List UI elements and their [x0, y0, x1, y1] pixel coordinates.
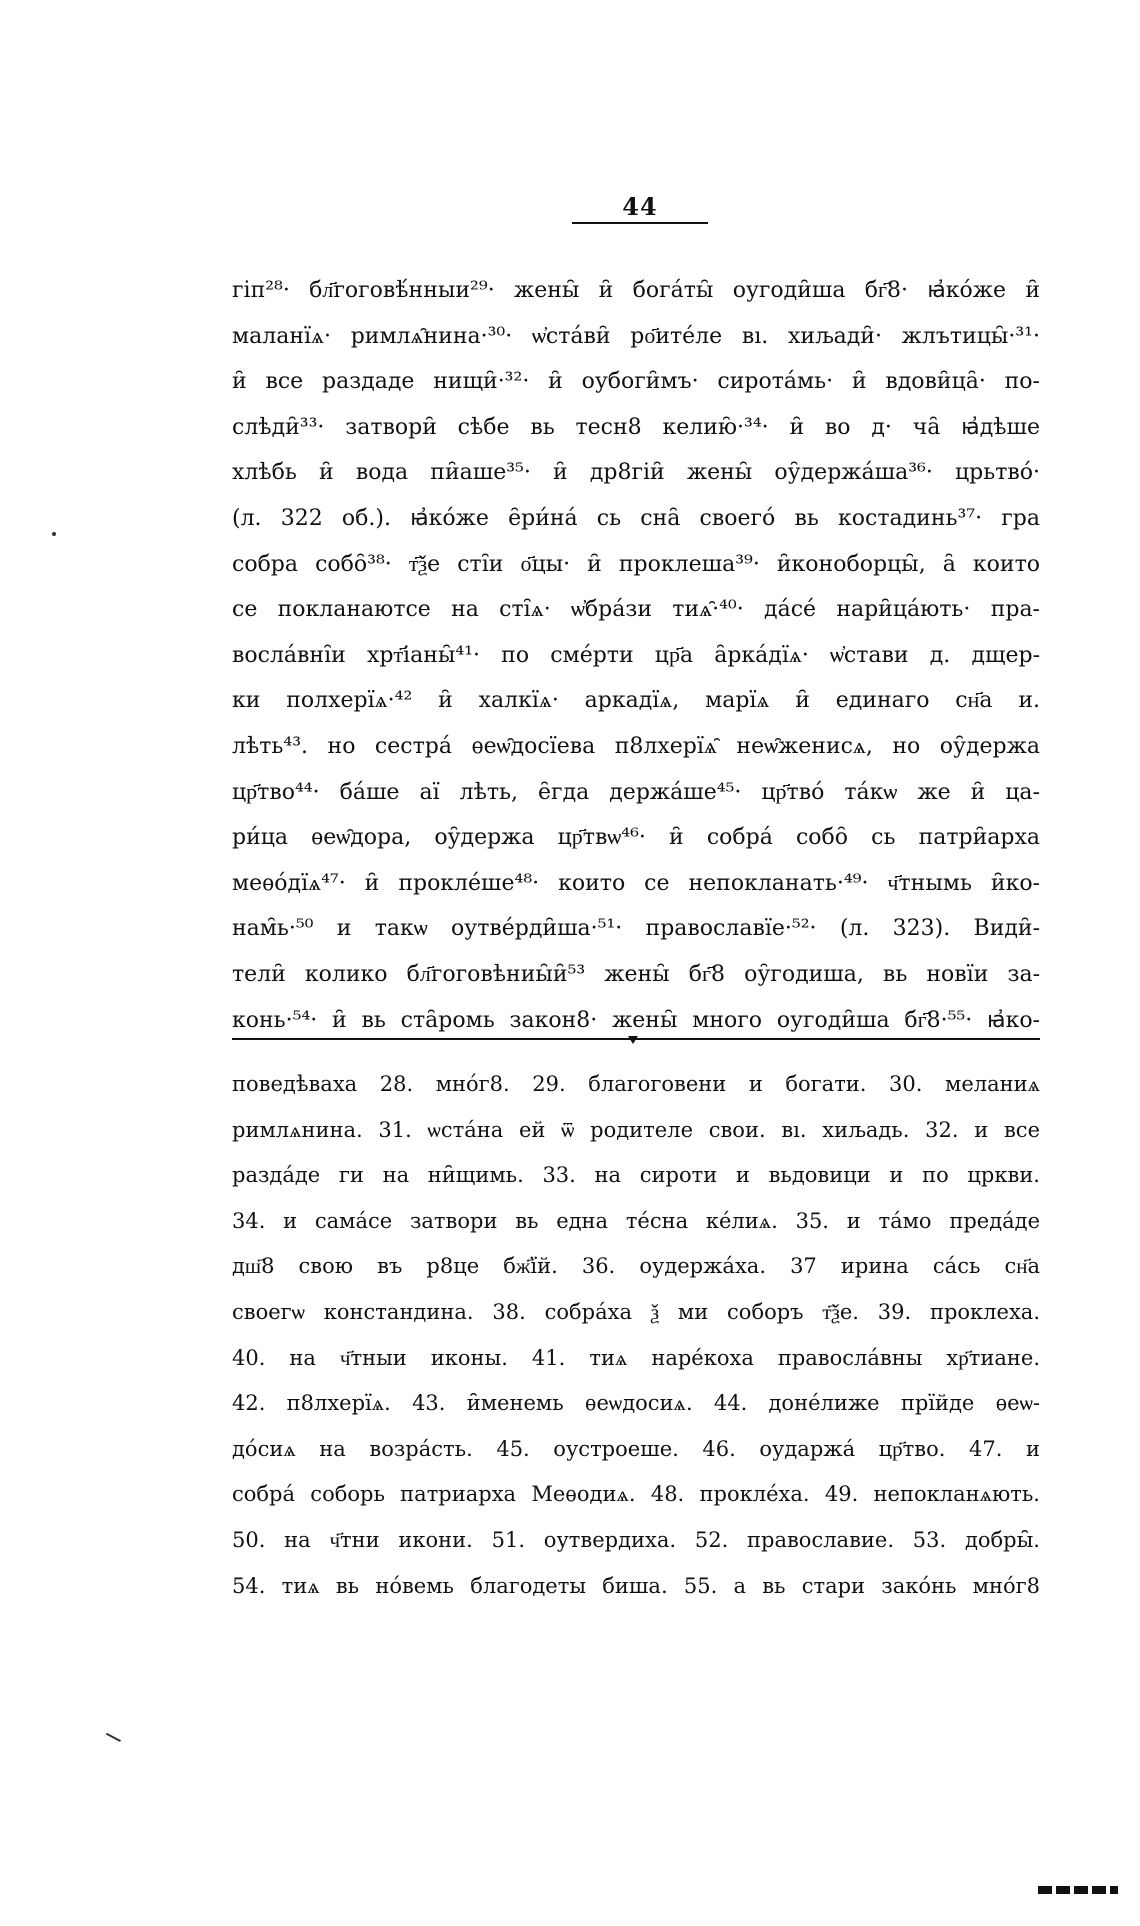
margin-speck [52, 532, 56, 536]
footnote-line: 50. на ч҃тни икони. 51. оутвердиха. 52. православие. 53. добры̑. [232, 1527, 1040, 1552]
main-text-line: маланїѧ· римлѧ̑нина·³⁰· ѡ҆ста́ви̑ ро҃ите́ле вı. хиљади̑· жлътицы̑·³¹· [232, 323, 1040, 349]
main-text-line: тели̑ колико бл҃гоговѣниы̑и̑⁵³ жены̑ бг҃8 оу̑годиша, вь новїи за- [232, 961, 1040, 987]
main-text-line: хлѣбь и̑ вода пи̑аше³⁵· и̑ др8гіи̑ жены̑ оу̑держа́ша³⁶· црьтво́· [232, 460, 1040, 486]
page-number-underline [572, 222, 708, 224]
footnote-line: до́сиѧ на возрáсть. 45. оустроеше. 46. оударжá цр҃тво. 47. и [232, 1436, 1040, 1461]
footnote-line: своегѡ констандина. 38. собрáха ѯ ми соборъ т҃ѯе. 39. проклеха. [232, 1299, 1040, 1324]
footnote-line: 34. и самáсе затвори вь една тéсна кéлиѧ. 35. и тáмо предáде [232, 1208, 1040, 1233]
separator-marker [628, 1036, 638, 1044]
main-text-line: ки полхерїѧ·⁴² и̑ халкїѧ· аркадїѧ, марїѧ и̑ единаго сн҃а и. [232, 688, 1040, 714]
main-text-line: се покланаютсе на сті̑ѧ· ѡ҆бра́зи тиѧ̑·⁴⁰· да́се́ нари̑ца́ють· пра- [232, 597, 1040, 623]
footnote-line: 40. на ч҃тныи иконы. 41. тиѧ нарéкоха правосла́вны хр҃тиане. [232, 1345, 1040, 1370]
main-text-line: меѳо́дїѧ⁴⁷· и̑ прокле́ше⁴⁸· коитo се непокланать·⁴⁹· ч҃тнымь и̑ко- [232, 870, 1040, 896]
margin-scratch-mark [103, 1733, 121, 1748]
footnote-line: 54. тиѧ вь но́вемь благодеты биша. 55. а вь стари закóнь мнóг8 [232, 1573, 1040, 1598]
footnote-line: дш҃8 свою въ р8це бж҃їй. 36. оудержáха. 37 ирина сáсь сн҃а [232, 1254, 1040, 1279]
main-text-line: (л. 322 об.). ꙗ҆ко́же е̑ри́на́ сь сна̑ своего́ вь костадинь³⁷· гра [232, 505, 1040, 531]
footnote-line: 42. п8лхерїѧ. 43. и̑менемь ѳеѡдосиѧ. 44. донéлиже прїйде ѳеѡ- [232, 1391, 1040, 1416]
main-text-line: и̑ все раздаде нищи̑·³²· и̑ оубоги̑мъ· сирота́мь· и̑ вдови̑ца̑· по- [232, 369, 1040, 395]
main-text-line: ри́ца ѳеѡ̑дора, оу̑держа цр҃твѡ⁴⁶· и̑ собра́ собо̑ сь патри̑арха [232, 825, 1040, 851]
main-text-line: нам̑ь·⁵⁰ и такѡ оутве́рди̑ша·⁵¹· православїе·⁵²· (л. 323). Види̑- [232, 916, 1040, 942]
main-text-line: цр҃тво⁴⁴· ба́ше аї лѣть, е̑гда держа́ше⁴⁵· цр҃тво́ та́кѡ же и̑ ца- [232, 779, 1040, 805]
footnote-line: поведѣваха 28. мно́г8. 29. благоговени и богати. 30. меланиѧ [232, 1072, 1040, 1096]
main-text-block [232, 268, 1040, 1043]
footnote-line: римлѧнина. 31. ѡстáна ей ѿ родителе свои. вı. хиљадь. 32. и все [232, 1117, 1040, 1142]
main-text-line: слѣди̑³³· затвори̑ сѣбе вь тесн8 келию̑·³⁴· и̑ во д· ча̑ ꙗ҆дѣше [232, 414, 1040, 440]
footnotes-block [232, 1062, 1040, 1609]
footnote-line: раздáде ги на ни̑щимь. 33. на сироти и вьдовици и по цркви. [232, 1163, 1040, 1188]
main-text-line: лѣть⁴³. но сестра́ ѳеѡ̑досїева п8лхерїѧ̑ неѡ̑женисѧ, но оу̑держа [232, 733, 1040, 759]
main-text-line: собра собо̑³⁸· т҃ѯе сті̑и о҃цы· и̑ проклеша³⁹· и̑коноборцы̑, а̑ коитo [232, 551, 1040, 577]
scan-edge-mark [1038, 1886, 1118, 1894]
main-text-line: восла́вні̑и хрт҃іаны̑⁴¹· по сме́рти цр҃а а̑рка́дїѧ· ѡ҆стави д. дщер- [232, 642, 1040, 668]
footnote-line: собрá соборь патриарха Меѳодиѧ. 48. проклéха. 49. непокланѧють. [232, 1482, 1040, 1507]
page-number: 44 [622, 192, 658, 221]
main-text-line: гіп²⁸· бл҃гоговѣ́нныи²⁹· жены̑ и̑ бога́ты̑ оугоди̑ша бг҃8· ꙗ҆ко́же и̑ [232, 278, 1040, 303]
main-text-line: конь·⁵⁴· и̑ вь ста̑ромь закон8· жены̑ много оугоди̑ша бг҃8·⁵⁵· ꙗ҆ко- [232, 1007, 1040, 1033]
